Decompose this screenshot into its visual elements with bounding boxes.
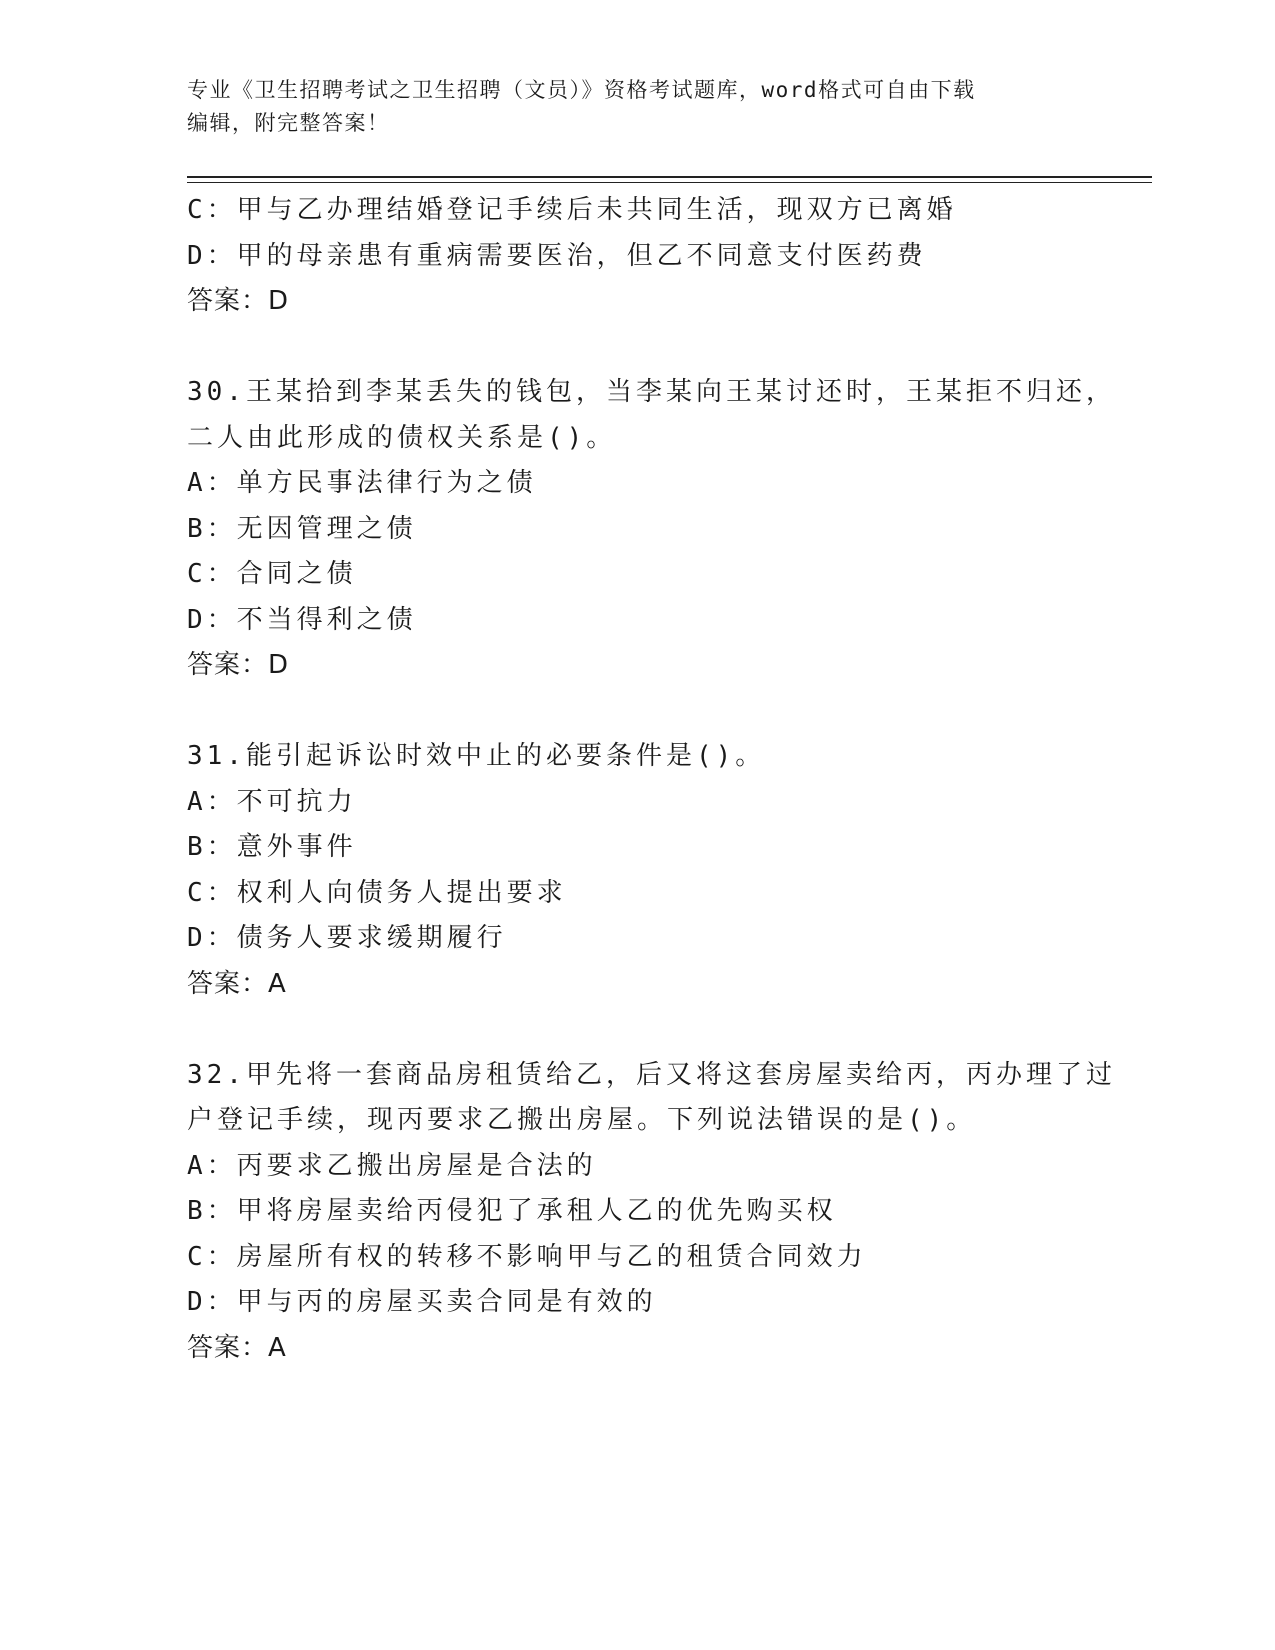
question-stem: 30.王某拾到李某丢失的钱包，当李某向王某讨还时，王某拒不归还， bbox=[187, 377, 1116, 407]
header-divider-thin bbox=[187, 182, 1152, 183]
question-30 bbox=[187, 370, 1116, 689]
question-stem-cont: 户登记手续，现丙要求乙搬出房屋。下列说法错误的是()。 bbox=[187, 1105, 977, 1135]
option-a: A：丙要求乙搬出房屋是合法的 bbox=[187, 1150, 597, 1181]
question-list bbox=[187, 188, 1116, 1371]
option-a: A：单方民事法律行为之债 bbox=[187, 468, 537, 498]
header-line-2: 编辑，附完整答案！ bbox=[187, 111, 390, 135]
question-29-tail bbox=[187, 188, 1087, 325]
answer: 答案：D bbox=[187, 650, 290, 680]
document-header bbox=[187, 74, 1087, 140]
option-c: C：甲与乙办理结婚登记手续后未共同生活，现双方已离婚 bbox=[187, 195, 957, 225]
answer: 答案：A bbox=[187, 968, 287, 999]
answer: 答案：D bbox=[187, 286, 290, 316]
question-32 bbox=[187, 1053, 1116, 1372]
spacer bbox=[187, 325, 1087, 371]
spacer bbox=[187, 1007, 1087, 1053]
option-d: D：甲的母亲患有重病需要医治，但乙不同意支付医药费 bbox=[187, 240, 927, 271]
spacer bbox=[187, 689, 1087, 735]
option-d: D：不当得利之债 bbox=[187, 604, 417, 635]
option-c: C：合同之债 bbox=[187, 559, 357, 589]
answer: 答案：A bbox=[187, 1332, 287, 1363]
option-c: C：权利人向债务人提出要求 bbox=[187, 877, 567, 908]
option-b: B：意外事件 bbox=[187, 832, 357, 862]
question-stem-cont: 二人由此形成的债权关系是()。 bbox=[187, 422, 617, 453]
option-d: D：甲与丙的房屋买卖合同是有效的 bbox=[187, 1287, 657, 1317]
option-c: C：房屋所有权的转移不影响甲与乙的租赁合同效力 bbox=[187, 1241, 867, 1272]
option-a: A：不可抗力 bbox=[187, 786, 357, 817]
header-line-1: 专业《卫生招聘考试之卫生招聘（文员）》资格考试题库，word格式可自由下载 bbox=[187, 78, 976, 102]
question-stem: 31.能引起诉讼时效中止的必要条件是()。 bbox=[187, 741, 766, 771]
question-stem: 32.甲先将一套商品房租赁给乙，后又将这套房屋卖给丙，丙办理了过 bbox=[187, 1059, 1116, 1090]
question-31 bbox=[187, 734, 1087, 1007]
option-d: D：债务人要求缓期履行 bbox=[187, 923, 507, 953]
option-b: B：甲将房屋卖给丙侵犯了承租人乙的优先购买权 bbox=[187, 1196, 837, 1226]
option-b: B：无因管理之债 bbox=[187, 513, 417, 544]
header-divider-thick bbox=[187, 176, 1152, 178]
